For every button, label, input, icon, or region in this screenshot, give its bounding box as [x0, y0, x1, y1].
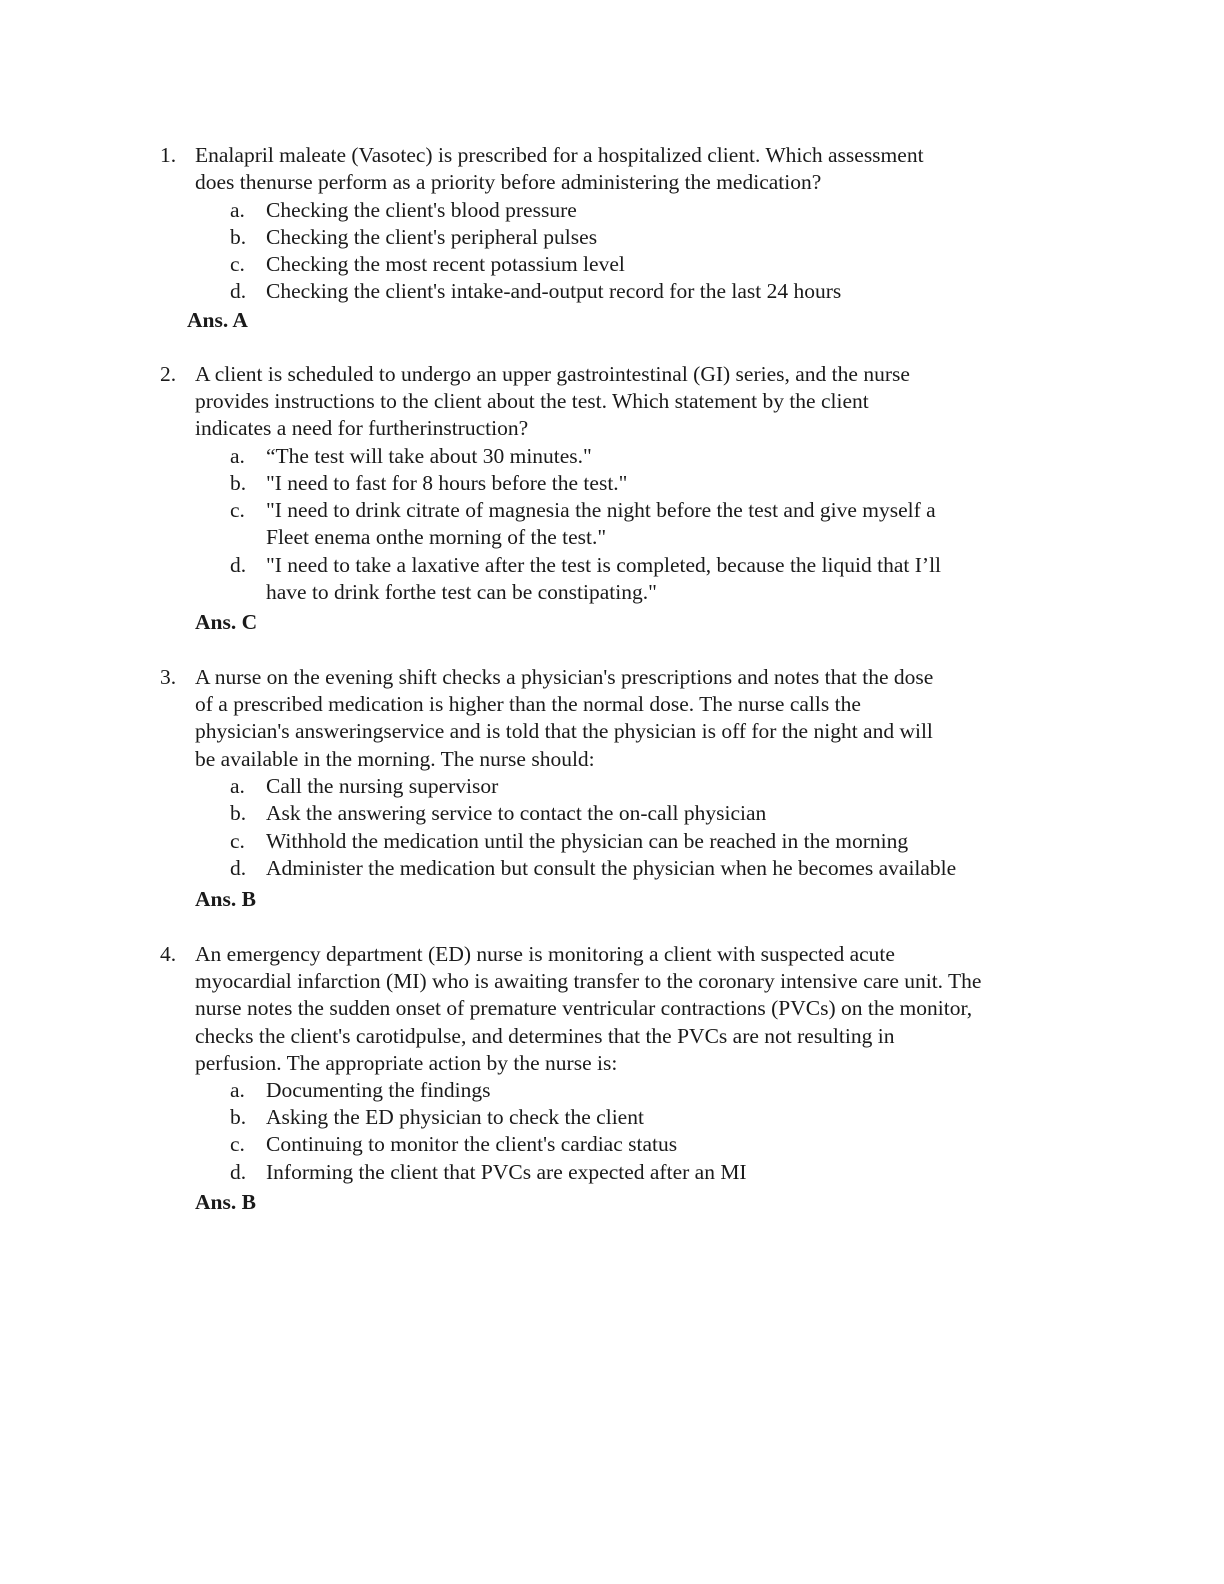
option-letter: c.	[230, 252, 245, 276]
option-letter: b.	[230, 225, 247, 249]
option-text: Administer the medication but consult the physician when he becomes available	[266, 856, 957, 880]
question-number: 1.	[160, 143, 177, 167]
option-letter: a.	[230, 198, 245, 222]
answer-label: Ans. C	[195, 610, 258, 634]
option-letter: d.	[230, 1160, 247, 1184]
question-stem: Enalapril maleate (Vasotec) is prescribed for a hospitalized client. Which assessment does thenurse perform as a priority before administering the medication?	[195, 143, 924, 195]
option-letter: d.	[230, 279, 247, 303]
option-text: Checking the client's blood pressure	[266, 198, 577, 222]
option-letter: d.	[230, 553, 247, 577]
option-letter: b.	[230, 801, 247, 825]
option-letter: a.	[230, 444, 245, 468]
option-letter: d.	[230, 856, 247, 880]
option-text: Checking the client's intake-and-output record for the last 24 hours	[266, 279, 842, 303]
option-text: Documenting the findings	[266, 1078, 491, 1102]
option-text: Call the nursing supervisor	[266, 774, 499, 798]
option-text: Withhold the medication until the physician can be reached in the morning	[266, 829, 909, 853]
question-number: 4.	[160, 942, 177, 966]
option-letter: a.	[230, 774, 245, 798]
option-text: Ask the answering service to contact the on-call physician	[266, 801, 767, 825]
option-letter: a.	[230, 1078, 245, 1102]
option-letter: c.	[230, 498, 245, 522]
option-letter: b.	[230, 1105, 247, 1129]
option-text: Continuing to monitor the client's cardiac status	[266, 1132, 678, 1156]
option-text: Asking the ED physician to check the client	[266, 1105, 644, 1129]
option-text: Informing the client that PVCs are expected after an MI	[266, 1160, 747, 1184]
answer-label: Ans. B	[195, 887, 256, 911]
option-text: "I need to take a laxative after the test is completed, because the liquid that I’ll have to drink forthe test can be constipating."	[266, 553, 942, 605]
option-letter: b.	[230, 471, 247, 495]
question-number: 3.	[160, 665, 177, 689]
option-letter: c.	[230, 829, 245, 853]
option-text: Checking the most recent potassium level	[266, 252, 625, 276]
question-stem: A nurse on the evening shift checks a physician's prescriptions and notes that the dose of a prescribed medication is higher than the normal dose. The nurse calls the physician's answeringservice and is told that the physician is off for the night and will be available in the morning. The nurse should:	[195, 665, 934, 771]
option-text: Checking the client's peripheral pulses	[266, 225, 598, 249]
option-letter: c.	[230, 1132, 245, 1156]
question-stem: An emergency department (ED) nurse is monitoring a client with suspected acute myocardial infarction (MI) who is awaiting transfer to the coronary intensive care unit. The nurse notes the sudden onset of premature ventricular contractions (PVCs) on the monitor, checks the client's carotidpulse, and determines that the PVCs are not resulting in perfusion. The appropriate action by the nurse is:	[195, 942, 982, 1075]
answer-label: Ans. B	[195, 1190, 256, 1214]
question-stem: A client is scheduled to undergo an upper gastrointestinal (GI) series, and the nurse provides instructions to the client about the test. Which statement by the client indicates a need for furtherinstruction?	[195, 362, 910, 441]
question-number: 2.	[160, 362, 177, 386]
option-text: "I need to drink citrate of magnesia the night before the test and give myself a Fleet enema onthe morning of the test."	[266, 498, 936, 550]
option-text: "I need to fast for 8 hours before the test."	[266, 471, 628, 495]
option-text: “The test will take about 30 minutes."	[266, 444, 592, 468]
answer-label: Ans. A	[187, 308, 248, 332]
